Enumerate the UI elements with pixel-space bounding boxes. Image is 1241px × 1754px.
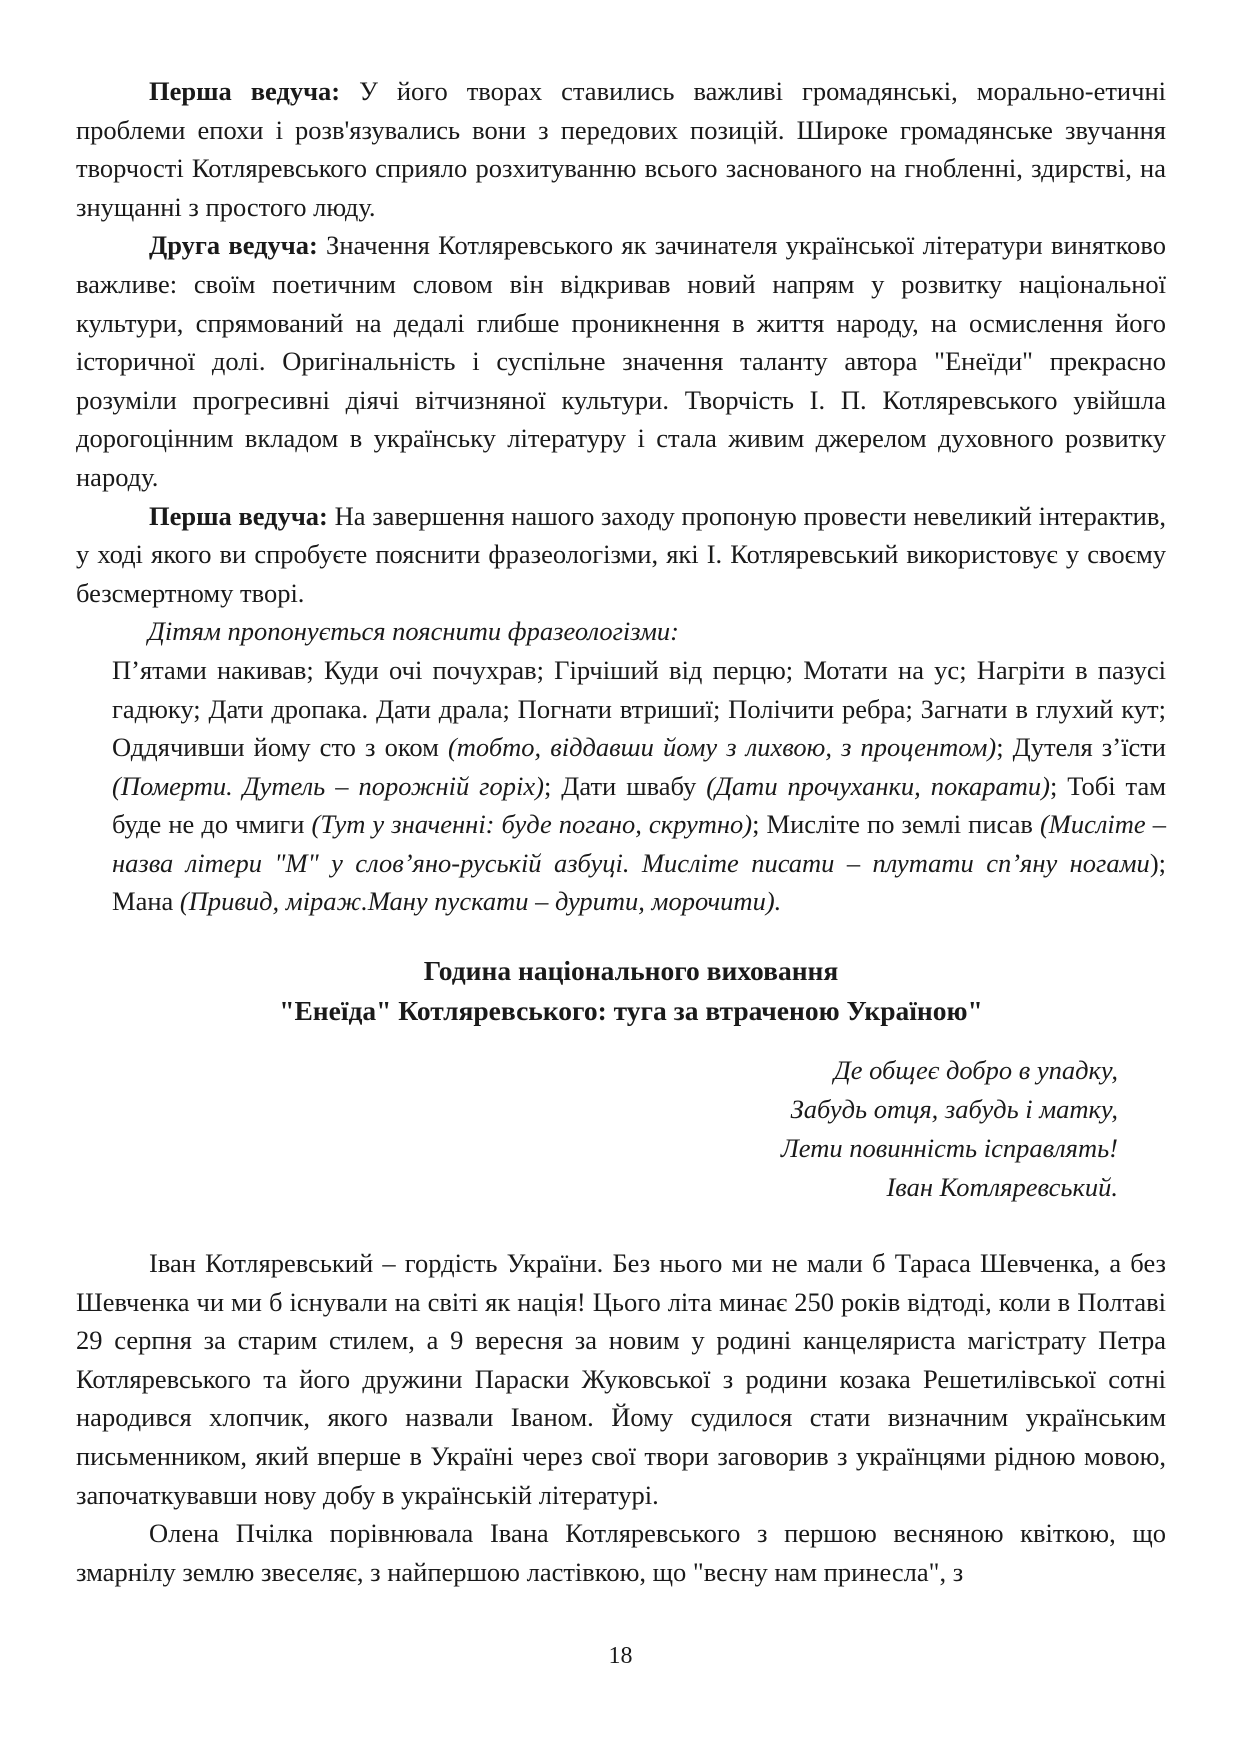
phrase-explanation: (Привид, міраж.Ману пускати – дурити, морочити). — [179, 886, 782, 917]
epigraph-line: Забудь отця, забудь і матку, — [790, 1094, 1118, 1125]
phrase-explanation: (тобто, віддавши йому з лихвою, з процентом) — [447, 732, 997, 763]
paragraph-text: У його творах ставились важливі громадянські, морально-етичні проблеми епохи і розв'язувались вони з передових позицій. Широке громадянське звучання творчості Котляревського сприяло розхитуванню всього заснованого на гнобленні, здирстві, на знущанні з простого люду. — [76, 76, 1166, 222]
heading-line-1: Година національного виховання — [423, 955, 839, 987]
epigraph-line: Де общеє добро в упадку, — [833, 1055, 1118, 1086]
epigraph — [76, 1051, 1118, 1207]
phrase-text: ; Тобі там буде не до чмиги — [112, 770, 1166, 840]
phrase-explanation: (Дати прочуханки, покарати) — [706, 770, 1050, 801]
document-page — [76, 72, 1166, 1591]
phrase-explanation: (Тут у значенні: буде погано, скрутно) — [311, 809, 753, 840]
heading-line-2: "Енеїда" Котляревського: туга за втраченою Україною" — [279, 995, 983, 1027]
phrase-intro: Дітям пропонується пояснити фразеологізми: — [148, 616, 679, 647]
paragraph-text: На завершення нашого заходу пропоную провести невеликий інтерактив, у ході якого ви спробуєте пояснити фразеологізми, які І. Котляревський використовує у своєму безсмертному творі. — [76, 500, 1166, 608]
dialogue-paragraph — [76, 226, 1166, 496]
phrase-text: П’ятами накивав; Куди очі почухрав; Гірчіший від перцю; Мотати на ус; Нагріти в пазусі гадюку; Дати дропака. Дати драла; Погнати втришиї; Полічити ребра; Загнати в глухий кут; Оддячивши йому сто з оком — [112, 654, 1166, 763]
body-paragraph: Олена Пчілка порівнювала Івана Котляревського з першою весняною квіткою, що змарнілу землю звеселяє, з найпершою ластівкою, що "весну нам принесла", з — [76, 1518, 1166, 1587]
phrase-text: ; Мисліте по землі писав — [752, 809, 1040, 840]
phraseology-list — [76, 651, 1166, 921]
page-number: 18 — [608, 1643, 633, 1669]
epigraph-line: Лети повинність ісправлять! — [780, 1133, 1118, 1164]
epigraph-author: Іван Котляревський. — [886, 1172, 1118, 1203]
phrase-text: ; Дати швабу — [543, 770, 707, 801]
speaker-label: Перша ведуча: — [149, 500, 328, 531]
phrase-explanation: (Померти. Дутель – порожній горіх) — [112, 770, 544, 801]
dialogue-paragraph — [76, 72, 1166, 226]
body-paragraph: Іван Котляревський – гордість України. Без нього ми не мали б Тараса Шевченка, а без Шевченка чи ми б існували на світі як нація! Цього літа минає 250 років відтоді, коли в Полтаві 29 серпня за старим стилем, а 9 вересня за новим у родині канцеляриста магістрату Петра Котляревського та його дружини Параски Жуковської з родини козака Решетилівської сотні народився хлопчик, якого назвали Іваном. Йому судилося стати визначним українським письменником, який вперше в Україні через свої твори заговорив з українцями рідною мовою, започаткувавши нову добу в українській літературі. — [76, 1248, 1166, 1510]
section-heading — [76, 951, 1166, 1031]
speaker-label: Друга ведуча: — [149, 230, 318, 261]
paragraph-text: Значення Котляревського як зачинателя української літератури винятково важливе: своїм поетичним словом він відкривав новий напрям у розвитку національної культури, спрямований на дедалі глибше проникнення в життя народу, на осмислення його історичної долі. Оригінальність і суспільне значення таланту автора "Енеїди" прекрасно розуміли прогресивні діячі вітчизняної культури. Творчість І. П. Котляревського увійшла дорогоцінним вкладом в українську літературу і стала живим джерелом духовного розвитку народу. — [76, 230, 1166, 492]
speaker-label: Перша ведуча: — [149, 76, 341, 106]
phrase-text: ); Мана — [112, 847, 1166, 917]
phrase-explanation: (Мисліте – назва літери "М" у слов’яно-руській азбуці. Мисліте писати – плутати сп’яну ногами — [112, 809, 1166, 878]
phrase-text: ; Дутеля з’їсти — [996, 732, 1166, 763]
dialogue-paragraph — [76, 497, 1166, 613]
